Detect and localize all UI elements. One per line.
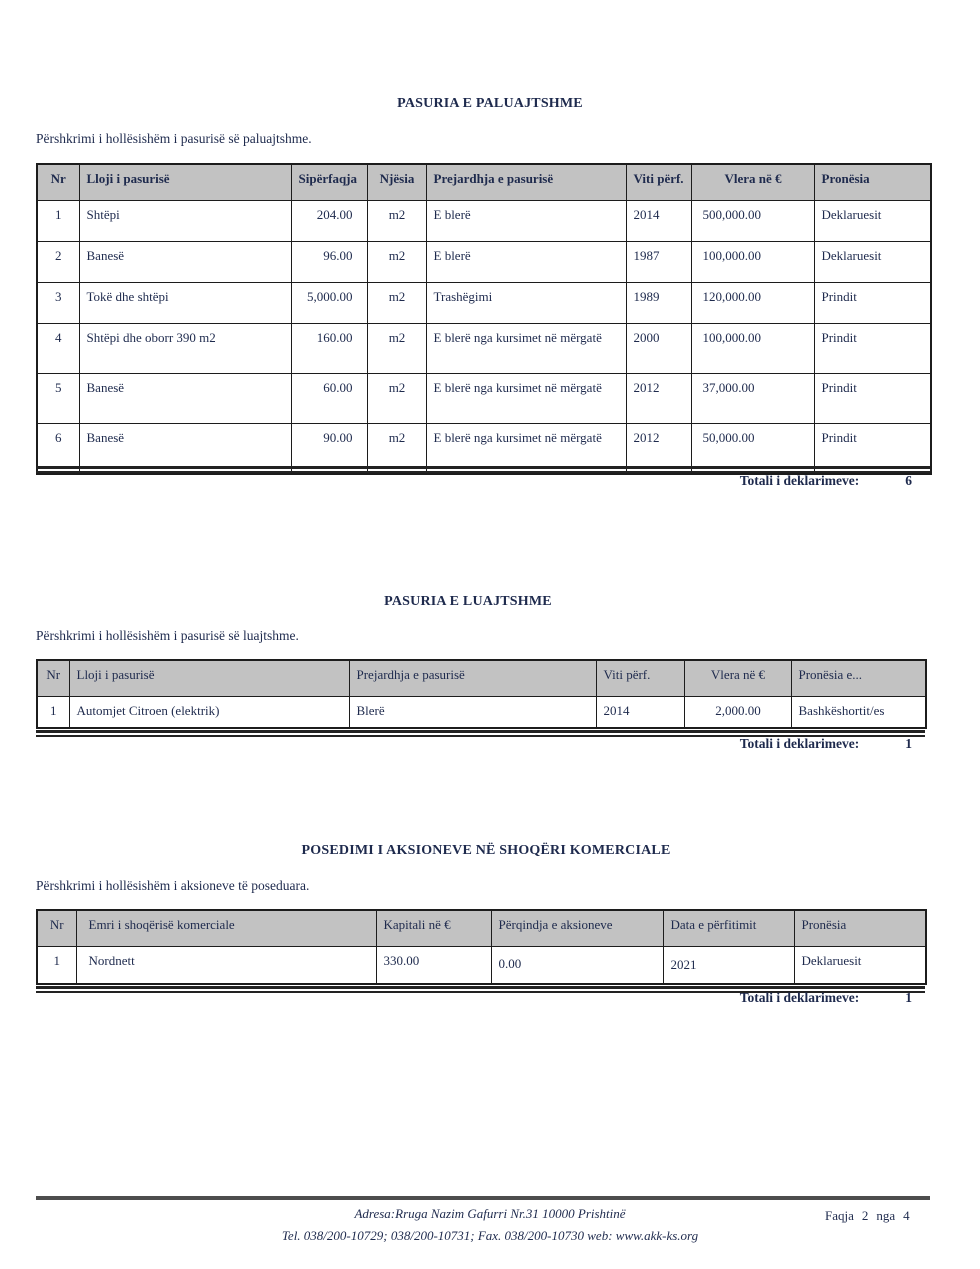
table-cell: 5,000.00	[291, 283, 367, 324]
section-title-immovable-property: PASURIA E PALUAJTSHME	[397, 96, 583, 111]
table-cell: 4	[37, 324, 79, 374]
table-end-rule	[36, 466, 930, 473]
table-row	[37, 201, 931, 242]
column-header: Pronësia e...	[791, 660, 926, 697]
table-cell: 120,000.00	[691, 283, 814, 324]
table-cell: 2012	[626, 424, 691, 474]
table-row	[37, 283, 931, 324]
section-title-movable-property: PASURIA E LUAJTSHME	[384, 594, 552, 609]
table-cell: E blerë nga kursimet në mërgatë	[426, 424, 626, 474]
table-cell: 204.00	[291, 201, 367, 242]
table-row	[37, 242, 931, 283]
column-header: Prejardhja e pasurisë	[349, 660, 596, 697]
page-indicator-current: 2	[861, 1208, 869, 1223]
table-cell: 330.00	[376, 947, 491, 984]
footer-contact: Tel. 038/200-10729; 038/200-10731; Fax. 038/200-10730 web: www.akk-ks.org	[281, 1228, 699, 1243]
section-description: Përshkrimi i hollësishëm i pasurisë së luajtshme.	[36, 628, 299, 643]
table-cell: Bashkëshortit/es	[791, 697, 926, 728]
table-cell: m2	[367, 324, 426, 374]
column-header: Pronësia	[794, 910, 926, 947]
table-cell: Deklaruesit	[814, 201, 931, 242]
column-header: Nr	[37, 910, 76, 947]
table-cell: m2	[367, 374, 426, 424]
table-cell: Blerë	[349, 697, 596, 728]
table-cell: 1989	[626, 283, 691, 324]
table-cell: E blerë	[426, 201, 626, 242]
table-cell: Nordnett	[76, 947, 376, 984]
total-declarations	[0, 736, 912, 752]
table-cell: m2	[367, 201, 426, 242]
column-header: Emri i shoqërisë komerciale	[76, 910, 376, 947]
column-header: Prejardhja e pasurisë	[426, 164, 626, 201]
column-header: Data e përfitimit	[663, 910, 794, 947]
page-indicator	[821, 1208, 914, 1224]
table-cell: 0.00	[491, 947, 663, 984]
table-cell: 60.00	[291, 374, 367, 424]
total-label: Totali i deklarimeve:	[739, 473, 860, 488]
table-cell: Prindit	[814, 324, 931, 374]
table-cell: E blerë	[426, 242, 626, 283]
shares-table	[36, 909, 927, 985]
column-header: Lloji i pasurisë	[69, 660, 349, 697]
table-cell: m2	[367, 242, 426, 283]
footer-divider	[36, 1196, 930, 1200]
table-cell: 1	[37, 947, 76, 984]
table-cell: 2,000.00	[684, 697, 791, 728]
table-cell: Deklaruesit	[814, 242, 931, 283]
column-header: Nr	[37, 660, 69, 697]
page-indicator-total: 4	[903, 1208, 910, 1223]
table-cell: Banesë	[79, 242, 291, 283]
column-header: Vlera në €	[684, 660, 791, 697]
table-cell: 100,000.00	[691, 242, 814, 283]
table-cell: 37,000.00	[691, 374, 814, 424]
column-header: Sipërfaqja	[291, 164, 367, 201]
table-row	[37, 947, 926, 984]
total-value: 1	[905, 736, 912, 751]
section-title-shares: POSEDIMI I AKSIONEVE NË SHOQËRI KOMERCIALE	[301, 843, 671, 858]
column-header: Nr	[37, 164, 79, 201]
page-indicator-separator: nga	[876, 1208, 896, 1223]
table-cell: 50,000.00	[691, 424, 814, 474]
column-header: Viti përf.	[626, 164, 691, 201]
column-header: Viti përf.	[596, 660, 684, 697]
page-indicator-label: Faqja	[825, 1208, 854, 1223]
table-row	[37, 374, 931, 424]
header-row	[37, 910, 926, 947]
table-cell: 2014	[626, 201, 691, 242]
table-cell: 2000	[626, 324, 691, 374]
table-cell: 6	[37, 424, 79, 474]
table-cell: Tokë dhe shtëpi	[79, 283, 291, 324]
table-cell: 90.00	[291, 424, 367, 474]
table-cell: 500,000.00	[691, 201, 814, 242]
table-cell: 2012	[626, 374, 691, 424]
total-value: 6	[905, 473, 912, 488]
table-cell: Shtëpi	[79, 201, 291, 242]
column-header: Lloji i pasurisë	[79, 164, 291, 201]
section-description: Përshkrimi i hollësishëm i aksioneve të poseduara.	[36, 878, 310, 893]
column-header: Njësia	[367, 164, 426, 201]
immovable-property-table	[36, 163, 932, 475]
header-row	[37, 164, 931, 201]
table-cell: m2	[367, 424, 426, 474]
footer-address: Adresa:Rruga Nazim Gafurri Nr.31 10000 Prishtinë	[354, 1206, 626, 1221]
table-cell: Prindit	[814, 283, 931, 324]
table-cell: 5	[37, 374, 79, 424]
table-cell: Deklaruesit	[794, 947, 926, 984]
table-cell: Prindit	[814, 424, 931, 474]
table-cell: Banesë	[79, 424, 291, 474]
section-description: Përshkrimi i hollësishëm i pasurisë së paluajtshme.	[36, 131, 312, 146]
total-label: Totali i deklarimeve:	[739, 990, 860, 1005]
table-cell: m2	[367, 283, 426, 324]
table-row	[37, 324, 931, 374]
table-cell: 3	[37, 283, 79, 324]
table-cell: 2	[37, 242, 79, 283]
total-declarations	[0, 990, 912, 1006]
column-header: Përqindja e aksioneve	[491, 910, 663, 947]
column-header: Kapitali në €	[376, 910, 491, 947]
table-cell: E blerë nga kursimet në mërgatë	[426, 374, 626, 424]
table-cell: 2021	[663, 947, 794, 984]
table-cell: 1987	[626, 242, 691, 283]
total-declarations	[0, 473, 912, 489]
table-cell: Banesë	[79, 374, 291, 424]
table-cell: E blerë nga kursimet në mërgatë	[426, 324, 626, 374]
column-header: Vlera në €	[691, 164, 814, 201]
table-cell: Trashëgimi	[426, 283, 626, 324]
header-row	[37, 660, 926, 697]
table-cell: Automjet Citroen (elektrik)	[69, 697, 349, 728]
column-header: Pronësia	[814, 164, 931, 201]
table-cell: 96.00	[291, 242, 367, 283]
table-row	[37, 697, 926, 728]
movable-property-table	[36, 659, 927, 729]
table-cell: 100,000.00	[691, 324, 814, 374]
table-cell: 160.00	[291, 324, 367, 374]
table-cell: 2014	[596, 697, 684, 728]
table-cell: Shtëpi dhe oborr 390 m2	[79, 324, 291, 374]
total-value: 1	[905, 990, 912, 1005]
table-cell: 1	[37, 201, 79, 242]
table-cell: Prindit	[814, 374, 931, 424]
total-label: Totali i deklarimeve:	[739, 736, 860, 751]
table-cell: 1	[37, 697, 69, 728]
